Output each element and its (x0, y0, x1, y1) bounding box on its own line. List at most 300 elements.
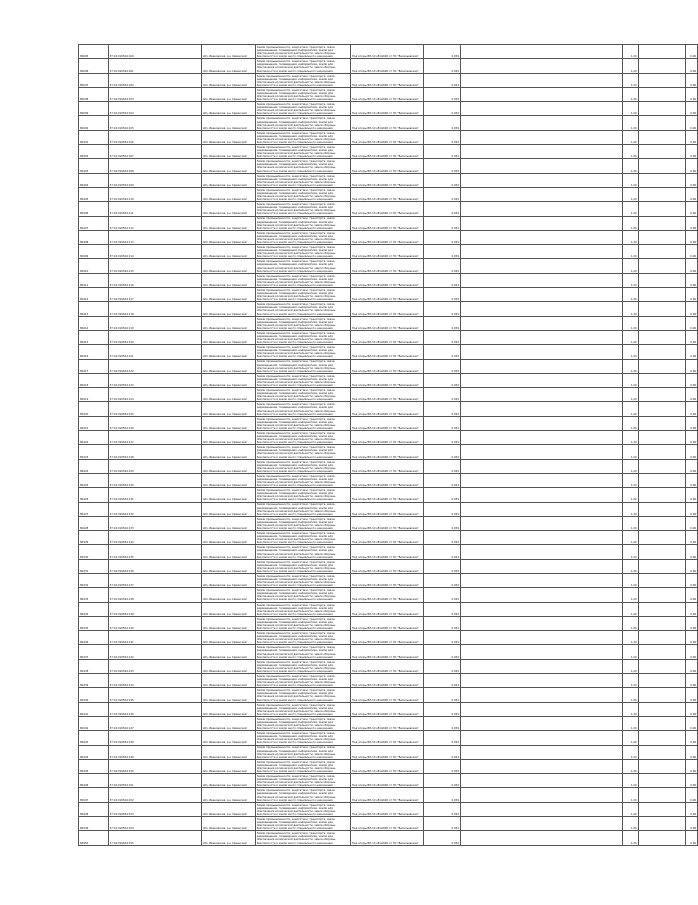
tax-cell: 0,06 (686, 616, 698, 630)
row-number: 80413 (79, 302, 109, 316)
land-category-cell: Земли промышленности, энергетики, транспорта, связи, радиовещания, телевидения, информатики, земли для обеспечения космической деятельности, земли обороны, безопасности и земли иного специального назначения (255, 302, 350, 316)
empty-cell (638, 330, 686, 344)
tax-cell: 0,06 (686, 516, 698, 530)
area-cell: 0,054 (423, 559, 460, 573)
tax-cell: 0,06 (686, 73, 698, 87)
rate-cell: 1,20 (622, 273, 638, 287)
cadastral-number: 37:16:010504:149 (108, 745, 201, 759)
tax-cell: 0,06 (686, 488, 698, 502)
tax-cell: 0,06 (686, 688, 698, 702)
land-category-cell: Земли промышленности, энергетики, транспорта, связи, радиовещания, телевидения, информатики, земли для обеспечения космической деятельности, земли обороны, безопасности и земли иного специального назначения (255, 802, 350, 816)
row-number: 80432 (79, 573, 109, 587)
rate-cell: 1,20 (622, 388, 638, 402)
tax-cell: 0,06 (686, 202, 698, 216)
permitted-use-cell: Под опоры ВЛ-10 кВ №600 от ПС "Васильевская" (350, 245, 423, 259)
cadastral-number: 37:16:010504:140 (108, 616, 201, 630)
cadastral-number: 37:16:010504:131 (108, 488, 201, 502)
cadastral-number: 37:16:010504:147 (108, 716, 201, 730)
permitted-use-cell: Под опоры ВЛ-10 кВ №600 от ПС "Васильевская" (350, 631, 423, 645)
empty-cell (460, 202, 622, 216)
location-cell: обл. Ивановская, р-н Савинский (201, 416, 255, 430)
empty-cell (638, 702, 686, 716)
empty-cell (638, 545, 686, 559)
cadastral-number: 37:16:010504:151 (108, 774, 201, 788)
land-plot-table (78, 44, 698, 846)
location-cell: обл. Ивановская, р-н Савинский (201, 702, 255, 716)
rate-cell: 1,20 (622, 774, 638, 788)
permitted-use-cell: Под опоры ВЛ-10 кВ №600 от ПС "Васильевская" (350, 459, 423, 473)
rate-cell: 1,20 (622, 531, 638, 545)
area-cell: 0,054 (423, 802, 460, 816)
land-category-cell: Земли промышленности, энергетики, транспорта, связи, радиовещания, телевидения, информатики, земли для обеспечения космической деятельности, земли обороны, безопасности и земли иного специального назначения (255, 502, 350, 516)
permitted-use-cell: Под опоры ВЛ-10 кВ №600 от ПС "Васильевская" (350, 502, 423, 516)
area-cell: 0,054 (423, 159, 460, 173)
row-number: 80401 (79, 130, 109, 144)
area-cell: 0,054 (423, 402, 460, 416)
empty-cell (638, 445, 686, 459)
permitted-use-cell: Под опоры ВЛ-10 кВ №600 от ПС "Васильевская" (350, 431, 423, 445)
area-cell: 0,054 (423, 288, 460, 302)
row-number: 80434 (79, 602, 109, 616)
table-row (79, 631, 698, 645)
permitted-use-cell: Под опоры ВЛ-10 кВ №600 от ПС "Васильевская" (350, 345, 423, 359)
land-category-cell: Земли промышленности, энергетики, транспорта, связи, радиовещания, телевидения, информатики, земли для обеспечения космической деятельности, земли обороны, безопасности и земли иного специального назначения (255, 759, 350, 773)
land-category-cell: Земли промышленности, энергетики, транспорта, связи, радиовещания, телевидения, информатики, земли для обеспечения космической деятельности, земли обороны, безопасности и земли иного специального назначения (255, 559, 350, 573)
rate-cell: 1,20 (622, 788, 638, 802)
empty-cell (638, 187, 686, 201)
cadastral-number: 37:16:010504:106 (108, 130, 201, 144)
location-cell: обл. Ивановская, р-н Савинский (201, 631, 255, 645)
table-row (79, 202, 698, 216)
permitted-use-cell: Под опоры ВЛ-10 кВ №600 от ПС "Васильевская" (350, 473, 423, 487)
empty-cell (638, 45, 686, 59)
location-cell: обл. Ивановская, р-н Савинский (201, 531, 255, 545)
rate-cell: 1,20 (622, 559, 638, 573)
empty-cell (460, 116, 622, 130)
permitted-use-cell: Под опоры ВЛ-10 кВ №600 от ПС "Васильевская" (350, 116, 423, 130)
cadastral-number: 37:16:010504:146 (108, 702, 201, 716)
location-cell: обл. Ивановская, р-н Савинский (201, 774, 255, 788)
cadastral-number: 37:16:010504:121 (108, 345, 201, 359)
tax-cell: 0,06 (686, 116, 698, 130)
empty-cell (460, 173, 622, 187)
land-category-cell: Земли промышленности, энергетики, транспорта, связи, радиовещания, телевидения, информатики, земли для обеспечения космической деятельности, земли обороны, безопасности и земли иного специального назначения (255, 388, 350, 402)
row-number: 80450 (79, 831, 109, 845)
area-cell: 0,054 (423, 674, 460, 688)
empty-cell (638, 602, 686, 616)
location-cell: обл. Ивановская, р-н Савинский (201, 273, 255, 287)
cadastral-number: 37:16:010504:114 (108, 245, 201, 259)
location-cell: обл. Ивановская, р-н Савинский (201, 345, 255, 359)
cadastral-number: 37:16:010504:117 (108, 288, 201, 302)
tax-cell: 0,06 (686, 459, 698, 473)
table-row (79, 531, 698, 545)
permitted-use-cell: Под опоры ВЛ-10 кВ №600 от ПС "Васильевская" (350, 674, 423, 688)
empty-cell (638, 674, 686, 688)
empty-cell (460, 359, 622, 373)
rate-cell: 1,20 (622, 802, 638, 816)
table-row (79, 817, 698, 831)
table-row (79, 359, 698, 373)
rate-cell: 1,20 (622, 745, 638, 759)
table-row (79, 316, 698, 330)
empty-cell (460, 573, 622, 587)
cadastral-number: 37:16:010504:100 (108, 45, 201, 59)
table-row (79, 473, 698, 487)
table-row (79, 431, 698, 445)
empty-cell (460, 102, 622, 116)
location-cell: обл. Ивановская, р-н Савинский (201, 288, 255, 302)
location-cell: обл. Ивановская, р-н Савинский (201, 817, 255, 831)
land-category-cell: Земли промышленности, энергетики, транспорта, связи, радиовещания, телевидения, информатики, земли для обеспечения космической деятельности, земли обороны, безопасности и земли иного специального назначения (255, 631, 350, 645)
rate-cell: 1,20 (622, 316, 638, 330)
empty-cell (460, 631, 622, 645)
rate-cell: 1,20 (622, 817, 638, 831)
tax-cell: 0,06 (686, 345, 698, 359)
table-row (79, 59, 698, 73)
area-cell: 0,054 (423, 73, 460, 87)
tax-cell: 0,06 (686, 59, 698, 73)
location-cell: обл. Ивановская, р-н Савинский (201, 473, 255, 487)
location-cell: обл. Ивановская, р-н Савинский (201, 759, 255, 773)
permitted-use-cell: Под опоры ВЛ-10 кВ №600 от ПС "Васильевская" (350, 359, 423, 373)
location-cell: обл. Ивановская, р-н Савинский (201, 588, 255, 602)
land-category-cell: Земли промышленности, энергетики, транспорта, связи, радиовещания, телевидения, информатики, земли для обеспечения космической деятельности, земли обороны, безопасности и земли иного специального назначения (255, 745, 350, 759)
empty-cell (460, 259, 622, 273)
row-number: 80412 (79, 288, 109, 302)
empty-cell (638, 559, 686, 573)
rate-cell: 1,20 (622, 173, 638, 187)
cadastral-number: 37:16:010504:127 (108, 431, 201, 445)
empty-cell (638, 216, 686, 230)
location-cell: обл. Ивановская, р-н Савинский (201, 831, 255, 845)
cadastral-number: 37:16:010504:155 (108, 831, 201, 845)
location-cell: обл. Ивановская, р-н Савинский (201, 459, 255, 473)
rate-cell: 1,20 (622, 502, 638, 516)
empty-cell (638, 774, 686, 788)
rate-cell: 1,20 (622, 616, 638, 630)
row-number: 80419 (79, 388, 109, 402)
table-row (79, 87, 698, 101)
area-cell: 0,054 (423, 45, 460, 59)
land-category-cell: Земли промышленности, энергетики, транспорта, связи, радиовещания, телевидения, информатики, земли для обеспечения космической деятельности, земли обороны, безопасности и земли иного специального назначения (255, 359, 350, 373)
table-row (79, 402, 698, 416)
empty-cell (460, 273, 622, 287)
area-cell: 0,054 (423, 145, 460, 159)
cadastral-number: 37:16:010504:113 (108, 230, 201, 244)
area-cell: 0,054 (423, 59, 460, 73)
area-cell: 0,054 (423, 631, 460, 645)
cadastral-number: 37:16:010504:112 (108, 216, 201, 230)
empty-cell (638, 531, 686, 545)
rate-cell: 1,20 (622, 130, 638, 144)
tax-cell: 0,06 (686, 145, 698, 159)
rate-cell: 1,20 (622, 588, 638, 602)
tax-cell: 0,06 (686, 402, 698, 416)
cadastral-number: 37:16:010504:153 (108, 802, 201, 816)
table-row (79, 588, 698, 602)
empty-cell (638, 388, 686, 402)
rate-cell: 1,20 (622, 87, 638, 101)
land-category-cell: Земли промышленности, энергетики, транспорта, связи, радиовещания, телевидения, информатики, земли для обеспечения космической деятельности, земли обороны, безопасности и земли иного специального назначения (255, 187, 350, 201)
area-cell: 0,054 (423, 831, 460, 845)
permitted-use-cell: Под опоры ВЛ-10 кВ №600 от ПС "Васильевская" (350, 616, 423, 630)
area-cell: 0,054 (423, 431, 460, 445)
table-row (79, 288, 698, 302)
cadastral-number: 37:16:010504:154 (108, 817, 201, 831)
empty-cell (460, 402, 622, 416)
row-number: 80439 (79, 674, 109, 688)
row-number: 80095 (79, 45, 109, 59)
empty-cell (638, 731, 686, 745)
row-number: 80428 (79, 516, 109, 530)
land-category-cell: Земли промышленности, энергетики, транспорта, связи, радиовещания, телевидения, информатики, земли для обеспечения космической деятельности, земли обороны, безопасности и земли иного специального назначения (255, 716, 350, 730)
land-category-cell: Земли промышленности, энергетики, транспорта, связи, радиовещания, телевидения, информатики, земли для обеспечения космической деятельности, земли обороны, безопасности и земли иного специального назначения (255, 817, 350, 831)
empty-cell (638, 373, 686, 387)
empty-cell (638, 159, 686, 173)
empty-cell (460, 245, 622, 259)
empty-cell (460, 159, 622, 173)
land-category-cell: Земли промышленности, энергетики, транспорта, связи, радиовещания, телевидения, информатики, земли для обеспечения космической деятельности, земли обороны, безопасности и земли иного специального назначения (255, 616, 350, 630)
cadastral-number: 37:16:010504:107 (108, 145, 201, 159)
area-cell: 0,054 (423, 645, 460, 659)
land-category-cell: Земли промышленности, энергетики, транспорта, связи, радиовещания, телевидения, информатики, земли для обеспечения космической деятельности, земли обороны, безопасности и земли иного специального назначения (255, 130, 350, 144)
rate-cell: 1,20 (622, 445, 638, 459)
empty-cell (460, 531, 622, 545)
location-cell: обл. Ивановская, р-н Савинский (201, 359, 255, 373)
area-cell: 0,054 (423, 774, 460, 788)
table-row (79, 102, 698, 116)
table-row (79, 45, 698, 59)
land-category-cell: Земли промышленности, энергетики, транспорта, связи, радиовещания, телевидения, информатики, земли для обеспечения космической деятельности, земли обороны, безопасности и земли иного специального назначения (255, 531, 350, 545)
tax-cell: 0,06 (686, 559, 698, 573)
tax-cell: 0,06 (686, 445, 698, 459)
document-sheet (78, 44, 698, 846)
rate-cell: 1,20 (622, 488, 638, 502)
land-category-cell: Земли промышленности, энергетики, транспорта, связи, радиовещания, телевидения, информатики, земли для обеспечения космической деятельности, земли обороны, безопасности и земли иного специального назначения (255, 788, 350, 802)
location-cell: обл. Ивановская, р-н Савинский (201, 502, 255, 516)
permitted-use-cell: Под опоры ВЛ-10 кВ №600 от ПС "Васильевская" (350, 373, 423, 387)
empty-cell (460, 187, 622, 201)
land-category-cell: Земли промышленности, энергетики, транспорта, связи, радиовещания, телевидения, информатики, земли для обеспечения космической деятельности, земли обороны, безопасности и земли иного специального назначения (255, 488, 350, 502)
land-category-cell: Земли промышленности, энергетики, транспорта, связи, радиовещания, телевидения, информатики, земли для обеспечения космической деятельности, земли обороны, безопасности и земли иного специального назначения (255, 288, 350, 302)
rate-cell: 1,20 (622, 674, 638, 688)
cadastral-number: 37:16:010504:102 (108, 73, 201, 87)
permitted-use-cell: Под опоры ВЛ-10 кВ №600 от ПС "Васильевская" (350, 831, 423, 845)
tax-cell: 0,06 (686, 416, 698, 430)
table-row (79, 659, 698, 673)
empty-cell (638, 688, 686, 702)
row-number: 80437 (79, 645, 109, 659)
rate-cell: 1,20 (622, 459, 638, 473)
area-cell: 0,054 (423, 573, 460, 587)
empty-cell (460, 674, 622, 688)
permitted-use-cell: Под опоры ВЛ-10 кВ №600 от ПС "Васильевская" (350, 273, 423, 287)
empty-cell (460, 373, 622, 387)
permitted-use-cell: Под опоры ВЛ-10 кВ №600 от ПС "Васильевская" (350, 216, 423, 230)
location-cell: обл. Ивановская, р-н Савинский (201, 330, 255, 344)
table-row (79, 602, 698, 616)
tax-cell: 0,06 (686, 173, 698, 187)
location-cell: обл. Ивановская, р-н Савинский (201, 216, 255, 230)
tax-cell: 0,06 (686, 187, 698, 201)
land-category-cell: Земли промышленности, энергетики, транспорта, связи, радиовещания, телевидения, информатики, земли для обеспечения космической деятельности, земли обороны, безопасности и земли иного специального назначения (255, 45, 350, 59)
permitted-use-cell: Под опоры ВЛ-10 кВ №600 от ПС "Васильевская" (350, 759, 423, 773)
cadastral-number: 37:16:010504:110 (108, 187, 201, 201)
row-number: 80099 (79, 102, 109, 116)
cadastral-number: 37:16:010504:143 (108, 659, 201, 673)
land-category-cell: Земли промышленности, энергетики, транспорта, связи, радиовещания, телевидения, информатики, земли для обеспечения космической деятельности, земли обороны, безопасности и земли иного специального назначения (255, 659, 350, 673)
rate-cell: 1,20 (622, 359, 638, 373)
row-number: 80409 (79, 245, 109, 259)
empty-cell (460, 502, 622, 516)
table-row (79, 488, 698, 502)
empty-cell (638, 145, 686, 159)
tax-cell: 0,06 (686, 288, 698, 302)
cadastral-number: 37:16:010504:111 (108, 202, 201, 216)
tax-cell: 0,06 (686, 774, 698, 788)
table-row (79, 831, 698, 845)
row-number: 80410 (79, 259, 109, 273)
land-category-cell: Земли промышленности, энергетики, транспорта, связи, радиовещания, телевидения, информатики, земли для обеспечения космической деятельности, земли обороны, безопасности и земли иного специального назначения (255, 702, 350, 716)
location-cell: обл. Ивановская, р-н Савинский (201, 731, 255, 745)
permitted-use-cell: Под опоры ВЛ-10 кВ №600 от ПС "Васильевская" (350, 702, 423, 716)
empty-cell (460, 731, 622, 745)
permitted-use-cell: Под опоры ВЛ-10 кВ №600 от ПС "Васильевская" (350, 202, 423, 216)
empty-cell (638, 817, 686, 831)
cadastral-number: 37:16:010504:132 (108, 502, 201, 516)
location-cell: обл. Ивановская, р-н Савинский (201, 516, 255, 530)
location-cell: обл. Ивановская, р-н Савинский (201, 616, 255, 630)
location-cell: обл. Ивановская, р-н Савинский (201, 45, 255, 59)
table-row (79, 130, 698, 144)
empty-cell (460, 316, 622, 330)
row-number: 80097 (79, 73, 109, 87)
permitted-use-cell: Под опоры ВЛ-10 кВ №600 от ПС "Васильевская" (350, 774, 423, 788)
empty-cell (460, 216, 622, 230)
permitted-use-cell: Под опоры ВЛ-10 кВ №600 от ПС "Васильевская" (350, 130, 423, 144)
empty-cell (460, 302, 622, 316)
location-cell: обл. Ивановская, р-н Савинский (201, 388, 255, 402)
rate-cell: 1,20 (622, 159, 638, 173)
row-number: 80447 (79, 788, 109, 802)
empty-cell (638, 345, 686, 359)
permitted-use-cell: Под опоры ВЛ-10 кВ №600 от ПС "Васильевская" (350, 573, 423, 587)
row-number: 80096 (79, 59, 109, 73)
tax-cell: 0,06 (686, 573, 698, 587)
row-number: 80444 (79, 745, 109, 759)
rate-cell: 1,20 (622, 73, 638, 87)
empty-cell (638, 459, 686, 473)
tax-cell: 0,06 (686, 45, 698, 59)
table-row (79, 674, 698, 688)
row-number: 80431 (79, 559, 109, 573)
cadastral-number: 37:16:010504:134 (108, 531, 201, 545)
land-category-cell: Земли промышленности, энергетики, транспорта, связи, радиовещания, телевидения, информатики, земли для обеспечения космической деятельности, земли обороны, безопасности и земли иного специального назначения (255, 431, 350, 445)
empty-cell (460, 645, 622, 659)
area-cell: 0,054 (423, 702, 460, 716)
empty-cell (460, 702, 622, 716)
location-cell: обл. Ивановская, р-н Савинский (201, 202, 255, 216)
empty-cell (460, 659, 622, 673)
land-category-cell: Земли промышленности, энергетики, транспорта, связи, радиовещания, телевидения, информатики, земли для обеспечения космической деятельности, земли обороны, безопасности и земли иного специального назначения (255, 459, 350, 473)
permitted-use-cell: Под опоры ВЛ-10 кВ №600 от ПС "Васильевская" (350, 788, 423, 802)
permitted-use-cell: Под опоры ВЛ-10 кВ №600 от ПС "Васильевская" (350, 145, 423, 159)
empty-cell (460, 416, 622, 430)
permitted-use-cell: Под опоры ВЛ-10 кВ №600 от ПС "Васильевская" (350, 559, 423, 573)
empty-cell (638, 359, 686, 373)
empty-cell (638, 87, 686, 101)
row-number: 80404 (79, 173, 109, 187)
empty-cell (460, 488, 622, 502)
land-category-cell: Земли промышленности, энергетики, транспорта, связи, радиовещания, телевидения, информатики, земли для обеспечения космической деятельности, земли обороны, безопасности и земли иного специального назначения (255, 273, 350, 287)
rate-cell: 1,20 (622, 116, 638, 130)
empty-cell (638, 645, 686, 659)
land-category-cell: Земли промышленности, энергетики, транспорта, связи, радиовещания, телевидения, информатики, земли для обеспечения космической деятельности, земли обороны, безопасности и земли иного специального назначения (255, 831, 350, 845)
area-cell: 0,054 (423, 373, 460, 387)
area-cell: 0,054 (423, 731, 460, 745)
table-row (79, 459, 698, 473)
empty-cell (460, 473, 622, 487)
empty-cell (638, 631, 686, 645)
cadastral-number: 37:16:010504:130 (108, 473, 201, 487)
table-row (79, 802, 698, 816)
tax-cell: 0,06 (686, 431, 698, 445)
rate-cell: 1,20 (622, 645, 638, 659)
row-number: 80411 (79, 273, 109, 287)
empty-cell (638, 745, 686, 759)
land-category-cell: Земли промышленности, энергетики, транспорта, связи, радиовещания, телевидения, информатики, земли для обеспечения космической деятельности, земли обороны, безопасности и земли иного специального назначения (255, 402, 350, 416)
table-body (79, 45, 698, 846)
location-cell: обл. Ивановская, р-н Савинский (201, 159, 255, 173)
area-cell: 0,054 (423, 531, 460, 545)
empty-cell (638, 302, 686, 316)
tax-cell: 0,06 (686, 230, 698, 244)
cadastral-number: 37:16:010504:103 (108, 87, 201, 101)
cadastral-number: 37:16:010504:150 (108, 759, 201, 773)
permitted-use-cell: Под опоры ВЛ-10 кВ №600 от ПС "Васильевская" (350, 330, 423, 344)
location-cell: обл. Ивановская, р-н Савинский (201, 445, 255, 459)
empty-cell (638, 473, 686, 487)
tax-cell: 0,06 (686, 602, 698, 616)
permitted-use-cell: Под опоры ВЛ-10 кВ №600 от ПС "Васильевская" (350, 516, 423, 530)
empty-cell (460, 559, 622, 573)
row-number: 80445 (79, 759, 109, 773)
location-cell: обл. Ивановская, р-н Савинский (201, 145, 255, 159)
tax-cell: 0,06 (686, 802, 698, 816)
table-row (79, 731, 698, 745)
row-number: 80422 (79, 431, 109, 445)
empty-cell (460, 688, 622, 702)
land-category-cell: Земли промышленности, энергетики, транспорта, связи, радиовещания, телевидения, информатики, земли для обеспечения космической деятельности, земли обороны, безопасности и земли иного специального назначения (255, 645, 350, 659)
area-cell: 0,054 (423, 330, 460, 344)
location-cell: обл. Ивановская, р-н Савинский (201, 230, 255, 244)
empty-cell (638, 516, 686, 530)
permitted-use-cell: Под опоры ВЛ-10 кВ №600 от ПС "Васильевская" (350, 588, 423, 602)
location-cell: обл. Ивановская, р-н Савинский (201, 302, 255, 316)
permitted-use-cell: Под опоры ВЛ-10 кВ №600 от ПС "Васильевская" (350, 716, 423, 730)
row-number: 80438 (79, 659, 109, 673)
empty-cell (460, 288, 622, 302)
location-cell: обл. Ивановская, р-н Савинский (201, 373, 255, 387)
table-row (79, 73, 698, 87)
location-cell: обл. Ивановская, р-н Савинский (201, 73, 255, 87)
land-category-cell: Земли промышленности, энергетики, транспорта, связи, радиовещания, телевидения, информатики, земли для обеспечения космической деятельности, земли обороны, безопасности и земли иного специального назначения (255, 159, 350, 173)
cadastral-number: 37:16:010504:118 (108, 302, 201, 316)
permitted-use-cell: Под опоры ВЛ-10 кВ №600 от ПС "Васильевская" (350, 531, 423, 545)
empty-cell (638, 59, 686, 73)
table-row (79, 745, 698, 759)
